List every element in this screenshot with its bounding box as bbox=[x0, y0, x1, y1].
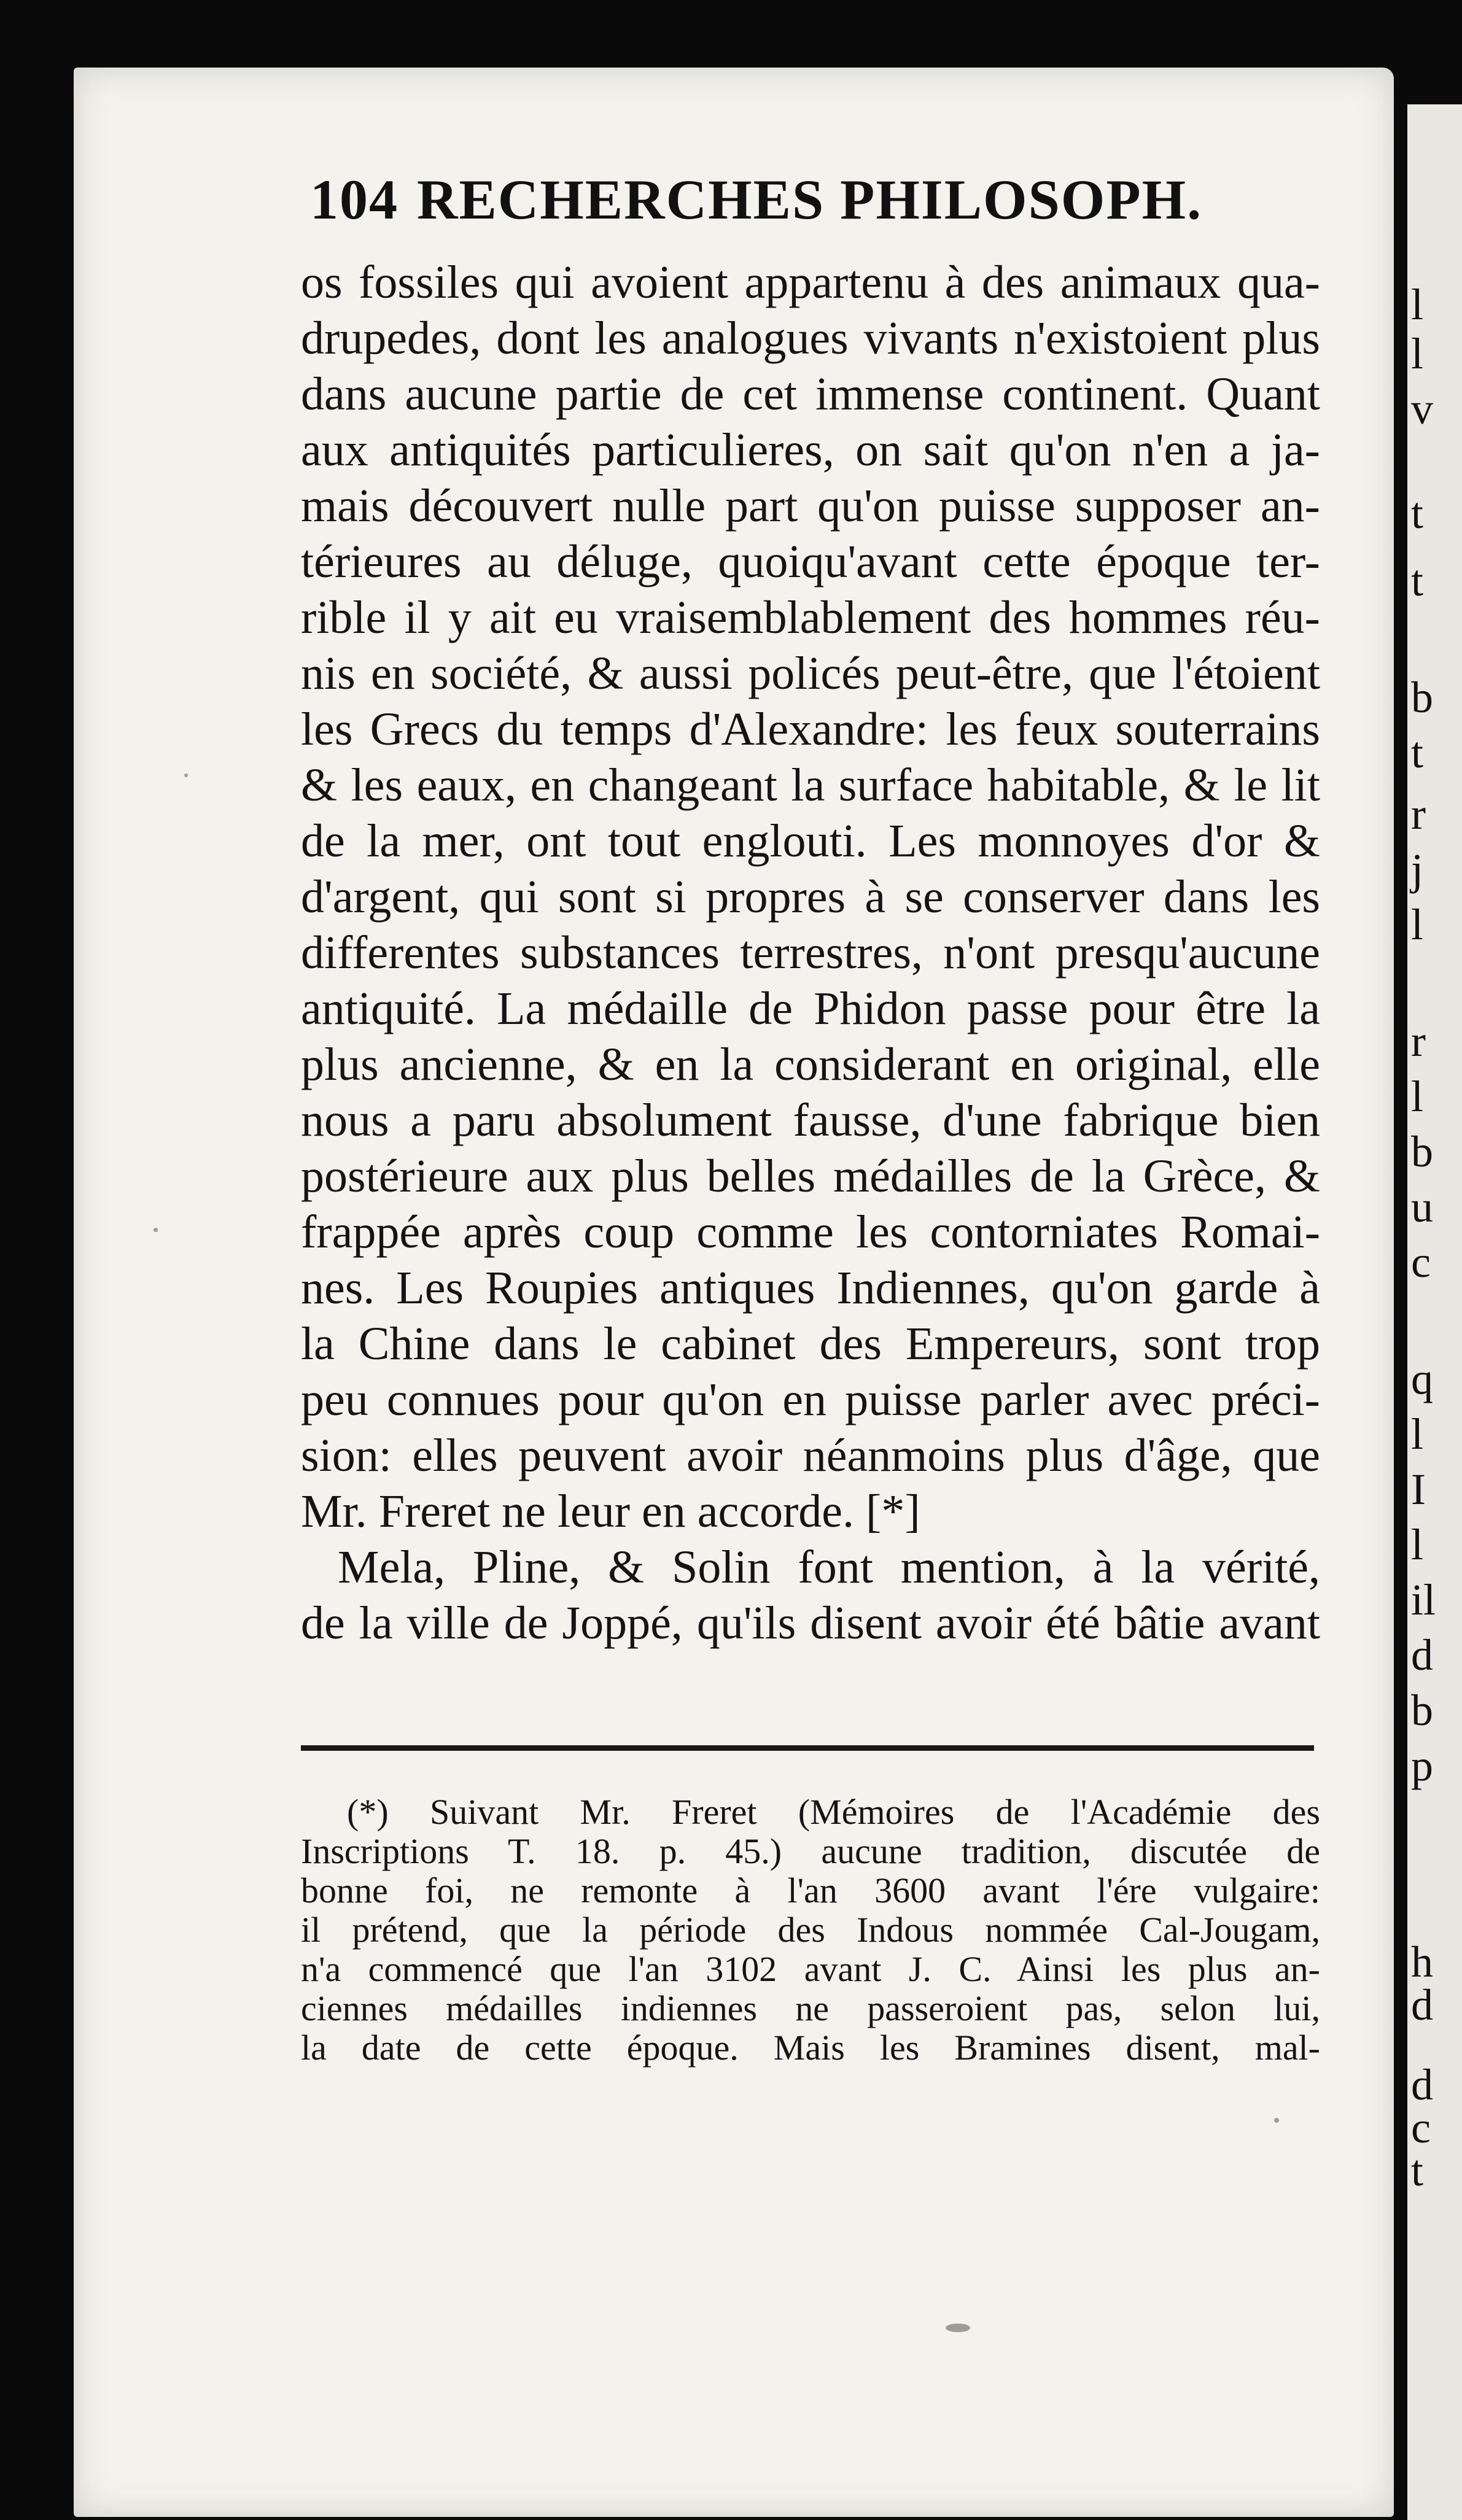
text-line: la Chine dans le cabinet des Empereurs, sont trop bbox=[301, 1318, 1320, 1370]
ink-speck bbox=[1274, 2118, 1279, 2123]
facing-page-edge bbox=[1407, 104, 1462, 2520]
text-line: differentes substances terrestres, n'ont presqu'aucune bbox=[301, 927, 1320, 979]
text-line: Mela, Pline, & Solin font mention, à la vérité, bbox=[338, 1541, 1320, 1593]
footnote-rule bbox=[301, 1745, 1314, 1751]
facing-page-letter: l bbox=[1411, 900, 1424, 949]
facing-page-letter: j bbox=[1411, 845, 1424, 894]
facing-page-letter: d bbox=[1411, 1980, 1433, 2030]
text-line: os fossiles qui avoient appartenu à des animaux qua- bbox=[301, 257, 1320, 308]
text-line: postérieure aux plus belles médailles de la Grèce, & bbox=[301, 1150, 1320, 1202]
footnote bbox=[301, 1793, 1320, 2068]
facing-page-letter: l bbox=[1411, 329, 1424, 378]
facing-page-letter: v bbox=[1411, 384, 1433, 433]
text-line: de la ville de Joppé, qu'ils disent avoir été bâtie avant bbox=[301, 1597, 1320, 1649]
text-line: les Grecs du temps d'Alexandre: les feux souterrains bbox=[301, 704, 1320, 755]
text-line: antiquité. La médaille de Phidon passe pour être la bbox=[301, 983, 1320, 1034]
facing-page-letter: h bbox=[1411, 1937, 1433, 1987]
text-line: de la mer, ont tout englouti. Les monnoyes d'or & bbox=[301, 815, 1320, 867]
facing-page-letter: r bbox=[1411, 1017, 1426, 1066]
text-line: & les eaux, en changeant la surface habitable, & le lit bbox=[301, 759, 1320, 811]
text-line: aux antiquités particulieres, on sait qu'on n'en a ja- bbox=[301, 424, 1320, 476]
text-line: drupedes, dont les analogues vivants n'existoient plus bbox=[301, 312, 1320, 364]
text-line: plus ancienne, & en la considerant en original, elle bbox=[301, 1039, 1320, 1090]
facing-page-letter: t bbox=[1411, 489, 1424, 538]
facing-page-letter: q bbox=[1411, 1354, 1433, 1403]
text-line: Mr. Freret ne leur en accorde. [*] bbox=[301, 1486, 920, 1537]
text-line: nis en société, & aussi policés peut-être, que l'étoient bbox=[301, 648, 1320, 699]
facing-page-letter: t bbox=[1411, 556, 1424, 605]
text-line: peu connues pour qu'on en puisse parler avec préci- bbox=[301, 1374, 1320, 1425]
text-line: térieures au déluge, quoiqu'avant cette époque ter- bbox=[301, 536, 1320, 587]
text-line: nous a paru absolument fausse, d'une fabrique bien bbox=[301, 1095, 1320, 1146]
facing-page-letter: I bbox=[1411, 1465, 1426, 1514]
facing-page-letter: c bbox=[1411, 1238, 1431, 1287]
facing-page-letter: c bbox=[1411, 2103, 1431, 2152]
text-line: rible il y ait eu vraisemblablement des hommes réu- bbox=[301, 592, 1320, 643]
facing-page-letter: t bbox=[1411, 728, 1424, 777]
footnote-line: (*) Suivant Mr. Freret (Mémoires de l'Académie des bbox=[347, 1792, 1320, 1832]
facing-page-letter: d bbox=[1411, 1630, 1433, 1680]
running-title: RECHERCHES PHILOSOPH. bbox=[417, 168, 1203, 231]
facing-page-letter: l bbox=[1411, 1072, 1424, 1121]
page-number: 104 bbox=[310, 168, 399, 231]
facing-page-letter: d bbox=[1411, 2060, 1433, 2109]
text-line: mais découvert nulle part qu'on puisse supposer an- bbox=[301, 480, 1320, 532]
text-line: d'argent, qui sont si propres à se conserver dans les bbox=[301, 871, 1320, 923]
facing-page-letter: u bbox=[1411, 1182, 1433, 1231]
facing-page-letter: l bbox=[1411, 280, 1424, 329]
footnote-line: la date de cette époque. Mais les Bramines disent, mal- bbox=[301, 2028, 1320, 2068]
text-line: dans aucune partie de cet immense continent. Quant bbox=[301, 368, 1320, 420]
text-line: sion: elles peuvent avoir néanmoins plus d'âge, que bbox=[301, 1430, 1320, 1481]
running-head bbox=[310, 167, 1354, 241]
facing-page-letter: l bbox=[1411, 1409, 1424, 1459]
body-text bbox=[301, 255, 1320, 1651]
text-line: frappée après coup comme les contorniates Romai- bbox=[301, 1206, 1320, 1258]
facing-page-letter: l bbox=[1411, 1520, 1424, 1569]
facing-page-letter: t bbox=[1411, 2146, 1424, 2195]
footnote-line: bonne foi, ne remonte à l'an 3600 avant l'ére vulgaire: bbox=[301, 1871, 1320, 1910]
footnote-line: n'a commencé que l'an 3102 avant J. C. Ainsi les plus an- bbox=[301, 1949, 1320, 1989]
facing-page-letter: p bbox=[1411, 1741, 1433, 1790]
facing-page-letter: r bbox=[1411, 789, 1426, 839]
facing-page-letter: b bbox=[1411, 673, 1433, 722]
facing-page-letter: b bbox=[1411, 1127, 1433, 1176]
ink-speck bbox=[946, 2324, 970, 2332]
text-line: nes. Les Roupies antiques Indiennes, qu'on garde à bbox=[301, 1262, 1320, 1314]
footnote-line: ciennes médailles indiennes ne passeroient pas, selon lui, bbox=[301, 1988, 1320, 2028]
facing-page-letter: b bbox=[1411, 1686, 1433, 1735]
facing-page-letter: il bbox=[1411, 1575, 1436, 1624]
ink-speck bbox=[154, 1228, 158, 1232]
footnote-line: il prétend, que la période des Indous nommée Cal-Jougam, bbox=[301, 1910, 1320, 1950]
ink-speck bbox=[184, 773, 188, 777]
footnote-line: Inscriptions T. 18. p. 45.) aucune tradition, discutée de bbox=[301, 1831, 1320, 1871]
